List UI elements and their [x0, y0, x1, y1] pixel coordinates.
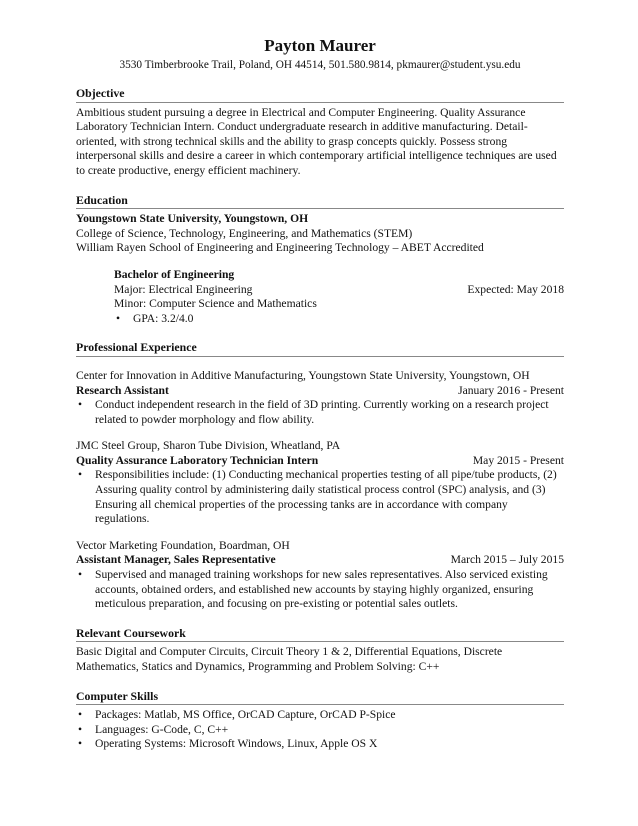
job-bullets [76, 568, 564, 612]
major-row [114, 283, 564, 298]
skill-item: • Operating Systems: Microsoft Windows, Linux, Apple OS X [76, 737, 564, 752]
skill-item: • Packages: Matlab, MS Office, OrCAD Capture, OrCAD P-Spice [76, 708, 564, 723]
job-org: JMC Steel Group, Sharon Tube Division, Wheatland, PA [76, 439, 341, 453]
resume-name: Payton Maurer [264, 36, 376, 55]
job-title-row [76, 553, 564, 568]
job-title-row [76, 384, 564, 399]
objective-section [76, 86, 564, 179]
skills-section [76, 689, 564, 752]
college-name: College of Science, Technology, Engineering, and Mathematics (STEM) [76, 226, 413, 240]
gpa-list [114, 312, 564, 327]
gpa: • GPA: 3.2/4.0 [114, 312, 564, 327]
objective-text: Ambitious student pursuing a degree in Electrical and Computer Engineering. Quality Assurance Laboratory Technician Intern. Conduct undergraduate research in additive manufacturing. Detail-oriented, with strong technical skills and the ability to grasp concepts quickly. Possess strong interpersonal skills and desire a career in which contemporary artificial intelligence techniques are used to create productive, energy efficient machinery. [76, 105, 557, 177]
job-title: Quality Assurance Laboratory Technician Intern [76, 453, 319, 467]
job-dates: January 2016 - Present [458, 383, 564, 397]
major: Major: Electrical Engineering [114, 282, 253, 296]
job-bullet: • Conduct independent research in the field of 3D printing. Currently working on a research project related to powder morphology and flow ability. [76, 398, 564, 427]
job-org: Vector Marketing Foundation, Boardman, OH [76, 538, 290, 552]
minor: Minor: Computer Science and Mathematics [114, 297, 317, 311]
degree-block [114, 268, 564, 326]
coursework-text: Basic Digital and Computer Circuits, Circuit Theory 1 & 2, Differential Equations, Discrete Mathematics, Statics and Dynamics, Programming and Problem Solving: C++ [76, 645, 503, 673]
program-name: William Rayen School of Engineering and Engineering Technology – ABET Accredited [76, 241, 484, 255]
job-org: Center for Innovation in Additive Manufacturing, Youngstown State University, Youngstown, OH [76, 368, 530, 382]
job-entry [76, 369, 564, 427]
job-bullet: • Responsibilities include: (1) Conducting mechanical properties testing of all pipe/tube products, (2) Assuring quality control by administering daily statistical process control (SPC) analysis, and (3) Ensuring all chemical properties of the processing tanks are in accordance with company regulations. [76, 468, 564, 526]
degree-title: Bachelor of Engineering [114, 267, 235, 281]
expected-date: Expected: May 2018 [467, 282, 564, 296]
job-entry [76, 439, 564, 527]
school-name: Youngstown State University, Youngstown, OH [76, 212, 309, 226]
job-bullet: • Supervised and managed training workshops for new sales representatives. Also serviced existing accounts, obtained orders, and established new accounts by staying highly organized, ensuring meticulous preparation, and focusing on pre-existing or potential sales outlets. [76, 568, 564, 612]
job-dates: March 2015 – July 2015 [450, 553, 564, 567]
experience-section [76, 340, 564, 612]
job-title: Assistant Manager, Sales Representative [76, 553, 276, 567]
objective-heading: Objective [76, 86, 564, 103]
education-section [76, 193, 564, 327]
experience-heading: Professional Experience [76, 340, 564, 357]
job-title: Research Assistant [76, 383, 169, 397]
job-entry [76, 539, 564, 612]
coursework-section [76, 626, 564, 675]
skills-list [76, 708, 564, 752]
contact-info: 3530 Timberbrooke Trail, Poland, OH 44514, 501.580.9814, pkmaurer@student.ysu.edu [119, 59, 521, 71]
coursework-heading: Relevant Coursework [76, 626, 564, 643]
job-dates: May 2015 - Present [472, 453, 564, 467]
job-bullets [76, 398, 564, 427]
education-heading: Education [76, 193, 564, 210]
skill-item: • Languages: G-Code, C, C++ [76, 723, 564, 738]
job-bullets [76, 468, 564, 526]
job-title-row [76, 454, 564, 469]
skills-heading: Computer Skills [76, 689, 564, 706]
